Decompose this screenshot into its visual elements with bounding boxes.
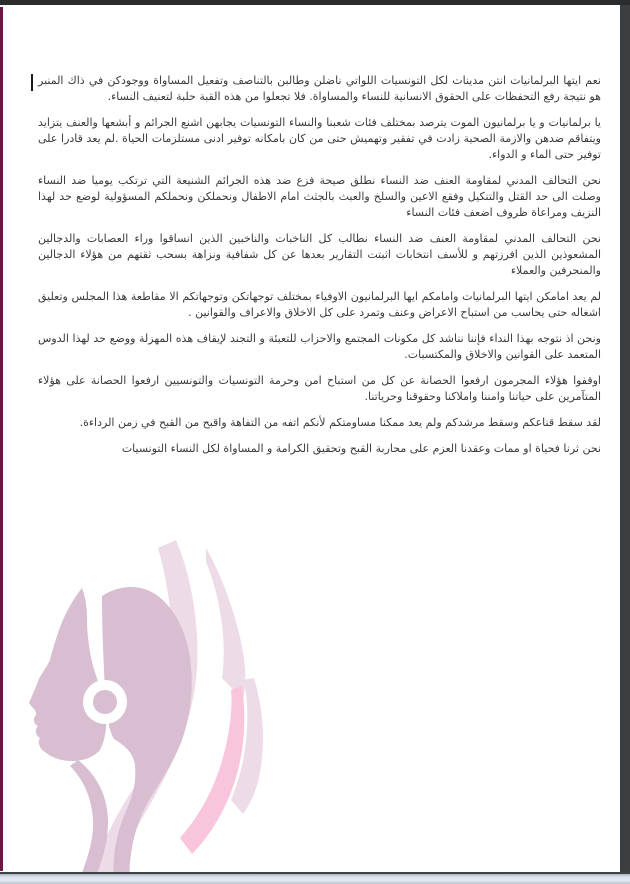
woman-profile-watermark-icon xyxy=(10,540,310,884)
paragraph[interactable]: ونحن اذ نتوجه بهذا النداء فإننا نناشد كل مكونات المجتمع والاحزاب للتعبئة و التجند لإيقاف هذه المهزلة ووضع حد لهذا الدوس المتعمد على القوانين والاخلاق والمكتسبات. xyxy=(38,332,601,361)
top-chrome-bar xyxy=(0,0,630,5)
face-silhouette-icon xyxy=(29,588,106,761)
paragraph[interactable]: يا برلمانيات و يا برلمانيون الموت يترصد بمختلف فئات شعبنا والنساء التونسيات يجابهن اشنع الجرائم و أبشعها والعنف يتزايد ويتفاقم ضدهن والازمة الصحية زادت في تفقير وتهميش حتى من كان بامكانه توفير ادنى مستلزمات الحياة .لم يعد قادرا على توفير حتى الماء و الدواء. xyxy=(38,116,601,161)
paragraph[interactable]: اوقفوا هؤلاء المجرمون ارفعوا الحصانة عن كل من استباح امن وحرمة التونسيات والتونسيين ارفعوا الحصانة على هؤلاء المتآمرين على حياتنا وامننا واملاكنا وحقوقنا وحرياتنا. xyxy=(38,374,601,403)
paragraph[interactable]: نحن ثرنا فحياة او ممات وعقدنا العزم على محاربة القبح وتحقيق الكرامة و المساواة لكل النساء التونسيات xyxy=(121,442,601,455)
left-accent-strip xyxy=(0,7,3,871)
text-cursor xyxy=(31,74,33,91)
paragraph[interactable]: لم يعد امامكن ايتها البرلمانيات وامامكم ايها البرلمانيون الاوفياء بمختلف توجهاتكن وتوجهاتكم الا مقاطعة هذا المجلس وتعليق اشغاله حتى يحاسب من استباح الاعراض وعنف وتمرد على كل الاخلاق والاعراف والقوانين . xyxy=(38,290,601,319)
hair-strand-right-icon xyxy=(206,548,245,700)
document-body[interactable] xyxy=(38,73,601,467)
paragraph[interactable]: نعم ايتها البرلمانيات انتن مدينات لكل التونسيات اللواتي ناضلن وطالبن بالتناصف وتفعيل المساواة ووجودكن في ذاك المنبر هو نتيجة رفع التحفظات على الحقوق الانسانية للنساء والمساواة. فلا تجعلوا من هذه القبة حلبة لتعنيف النساء. xyxy=(38,74,601,103)
earring-disc-icon xyxy=(93,690,117,714)
paragraph[interactable]: نحن التحالف المدني لمقاومة العنف ضد النساء نطلق صيحة فزع ضد هذه الجرائم الشنيعة التي ترتكب يوميا ضد النساء وصلت الى حد القتل والتنكيل وفقع الاعين والسلخ والعبث بالجثث امام الاطفال ونحملكن ونحملكم المسؤولية لوضع حد لهذا النزيف ومراعاة ظروف اضعف فئات النساء xyxy=(38,174,601,219)
paragraph[interactable]: نحن التحالف المدني لمقاومة العنف ضد النساء نطالب كل الناخبات والناخبين الذين انساقوا وراء العصابات والدجالين المشعوذين الذين افرزتهم و للأسف انتخابات اثبتت التقارير بعدها عن كل شفافية ونزاهة بسحب ثقتهم من هؤلاء الدجالين والمنحرفين والعملاء xyxy=(38,232,601,277)
paragraph[interactable]: لقد سقط قناعكم وسقط مرشدكم ولم يعد ممكنا مساومتكم لأنكم اتفه من التفاهة واقبح من القبح في زمن الرداءة. xyxy=(79,416,601,429)
horizontal-scrollbar[interactable] xyxy=(0,872,630,884)
right-chrome-bar xyxy=(620,0,630,884)
